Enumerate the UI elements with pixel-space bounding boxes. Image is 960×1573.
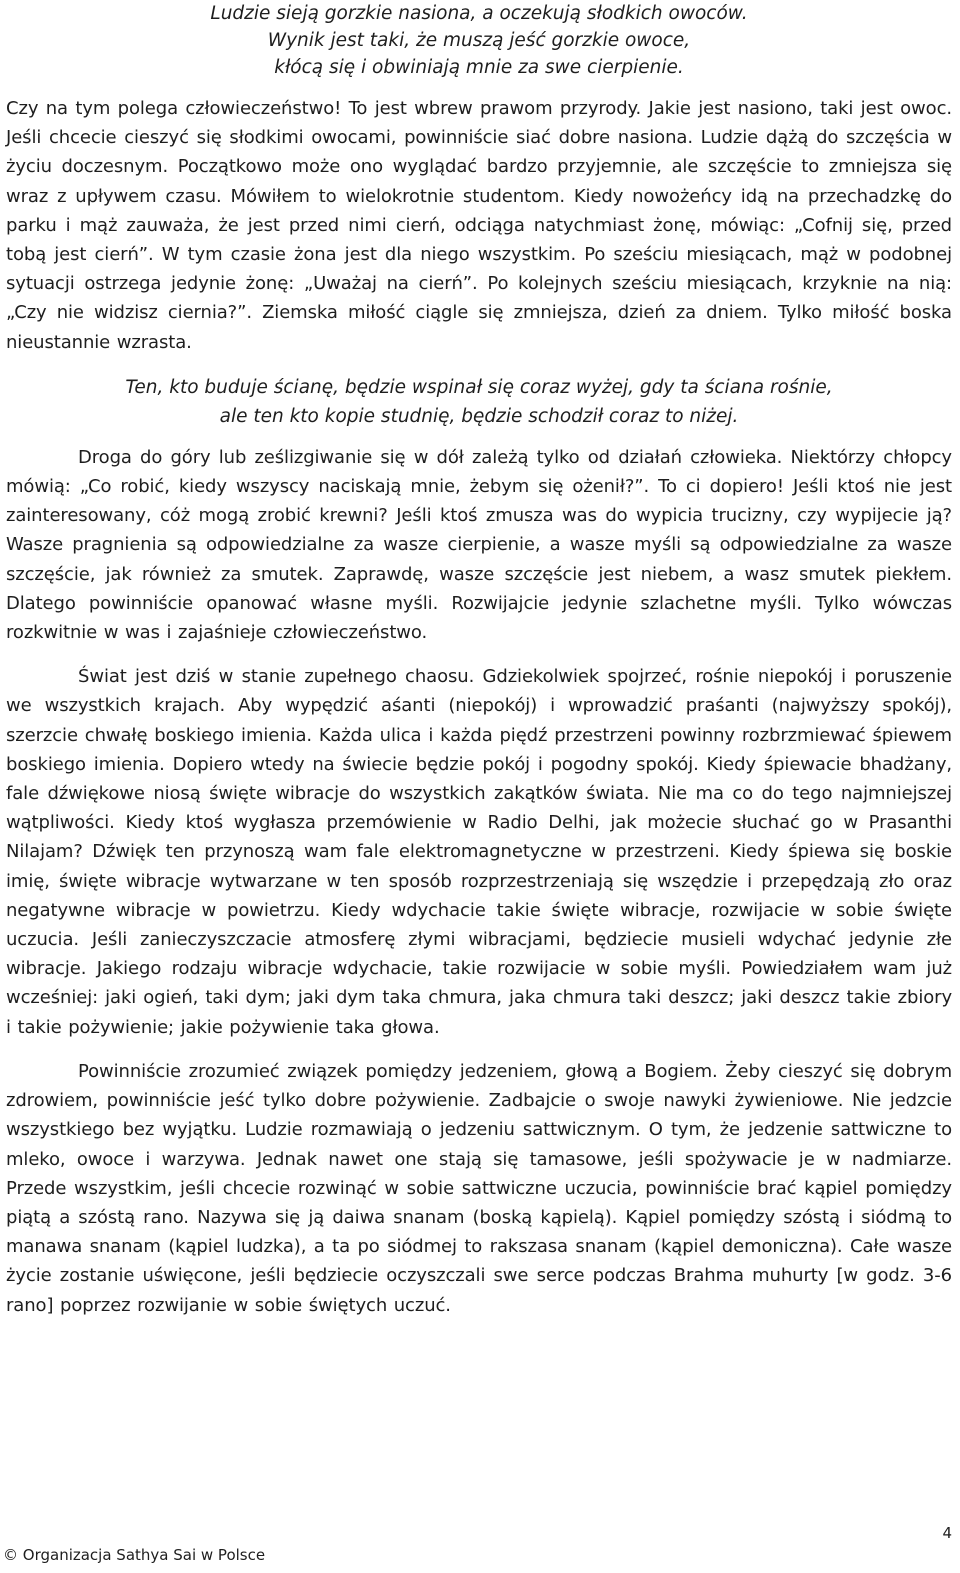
verse-middle xyxy=(6,373,952,431)
verse-top-line-3: kłócą się i obwiniają mnie za swe cierpienie. xyxy=(274,57,684,78)
paragraph-3: Świat jest dziś w stanie zupełnego chaosu. Gdziekolwiek spojrzeć, rośnie niepokój i poruszenie we wszystkich krajach. Aby wypędzić aśanti (niepokój) i wprowadzić praśanti (najwyższy spokój), szerzcie chwałę boskiego imienia. Każda ulica i każda piędź przestrzeni powinny rozbrzmiewać śpiewem boskiego imienia. Dopiero wtedy na świecie będzie pokój i pogodny spokój. Kiedy śpiewacie bhadżany, fale dźwiękowe niosą święte wibracje do wszystkich zakątków świata. Nie ma co do tego najmniejszej wątpliwości. Kiedy ktoś wygłasza przemówienie w Radio Delhi, jak możecie słuchać go w Prasanthi Nilajam? Dźwięk ten przynoszą wam fale elektromagnetyczne w przestrzeni. Kiedy śpiewa się boskie imię, święte wibracje wytwarzane w ten sposób rozprzestrzeniają się wszędzie i przepędzają zło oraz negatywne wibracje w powietrzu. Kiedy wdychacie takie święte wibracje, rozwijacie w sobie święte uczucia. Jeśli zanieczyszczacie atmosferę złymi wibracjami, będziecie musieli wdychać jedynie złe wibracje. Jakiego rodzaju wibracje wdychacie, takie rozwijacie w sobie myśli. Powiedziałem wam już wcześniej: jaki ogień, taki dym; jaki dym taka chmura, jaka chmura taki deszcz; jaki deszcz takie zbiory i takie pożywienie; jakie pożywienie taka głowa. xyxy=(6,666,952,1038)
paragraph-2: Droga do góry lub ześlizgiwanie się w dół zależą tylko od działań człowieka. Niektórzy chłopcy mówią: „Co robić, kiedy wszyscy naciskają mnie, żebym się ożenił?”. To ci dopiero! Jeśli ktoś nie jest zainteresowany, cóż mogą zrobić krewni? Jeśli ktoś zmusza was do wypicia trucizny, czy wypijecie ją? Wasze pragnienia są odpowiedzialne za wasze cierpienie, a wasze myśli są odpowiedzialne za wasze szczęście, jak również za smutek. Zaprawdę, wasze szczęście jest niebem, a wasz smutek piekłem. Dlatego powinniście opanować własne myśli. Rozwijajcie jedynie szlachetne myśli. Tylko wówczas rozkwitnie w was i zajaśnieje człowieczeństwo. xyxy=(6,446,952,644)
page-content xyxy=(6,0,952,1320)
verse-middle-line-2: ale ten kto kopie studnię, będzie schodził coraz to niżej. xyxy=(219,405,739,427)
verse-top-line-1: Ludzie sieją gorzkie nasiona, a oczekują słodkich owoców. xyxy=(210,3,748,24)
verse-middle-line-1: Ten, kto buduje ścianę, będzie wspinał się coraz wyżej, gdy ta ściana rośnie, xyxy=(125,376,833,398)
page-number: 4 xyxy=(942,1524,952,1542)
paragraph-1: Czy na tym polega człowieczeństwo! To jest wbrew prawom przyrody. Jakie jest nasiono, taki jest owoc. Jeśli chcecie cieszyć się słodkimi owocami, powinniście siać dobre nasiona. Ludzie dążą do szczęścia w życiu doczesnym. Początkowo może ono wyglądać bardzo przyjemnie, ale szczęście to zmniejsza się wraz z upływem czasu. Mówiłem to wielokrotnie studentom. Kiedy nowożeńcy idą na przechadzkę do parku i mąż zauważa, że jest przed nimi cierń, odciąga natychmiast żonę, mówiąc: „Cofnij się, przed tobą jest cierń”. W tym czasie żona jest dla niego wszystkim. Po sześciu miesiącach, mąż w podobnej sytuacji ostrzega jedynie żonę: „Uważaj na cierń”. Po kolejnych sześciu miesiącach, krzyknie na nią: „Czy nie widzisz ciernia?”. Ziemska miłość ciągle się zmniejsza, dzień za dniem. Tylko miłość boska nieustannie wzrasta. xyxy=(6,98,952,353)
paragraph-4: Powinniście zrozumieć związek pomiędzy jedzeniem, głową a Bogiem. Żeby cieszyć się dobrym zdrowiem, powinniście jeść tylko dobre pożywienie. Zadbajcie o swoje nawyki żywieniowe. Nie jedzcie wszystkiego bez wyjątku. Ludzie rozmawiają o jedzeniu sattwicznym. O tym, że jedzenie sattwiczne to mleko, owoce i warzywa. Jednak nawet one stają się tamasowe, jeśli spożywacie je w nadmiarze. Przede wszystkim, jeśli chcecie rozwinąć w sobie sattwiczne uczucia, powinniście brać kąpiel pomiędzy piątą a szóstą rano. Nazywa się ją daiwa snanam (boską kąpielą). Kąpiel pomiędzy szóstą i siódmą to manawa snanam (kąpiel ludzka), a ta po siódmej to rakszasa snanam (kąpiel demoniczna). Całe wasze życie zostanie uświęcone, jeśli będziecie oczyszczali swe serce podczas Brahma muhurty [w godz. 3-6 rano] poprzez rozwijanie w sobie świętych uczuć. xyxy=(6,1060,952,1316)
verse-top-line-2: Wynik jest taki, że muszą jeść gorzkie owoce, xyxy=(267,30,691,51)
verse-top xyxy=(6,0,952,81)
footer-copyright: © Organizacja Sathya Sai w Polsce xyxy=(3,1546,266,1564)
